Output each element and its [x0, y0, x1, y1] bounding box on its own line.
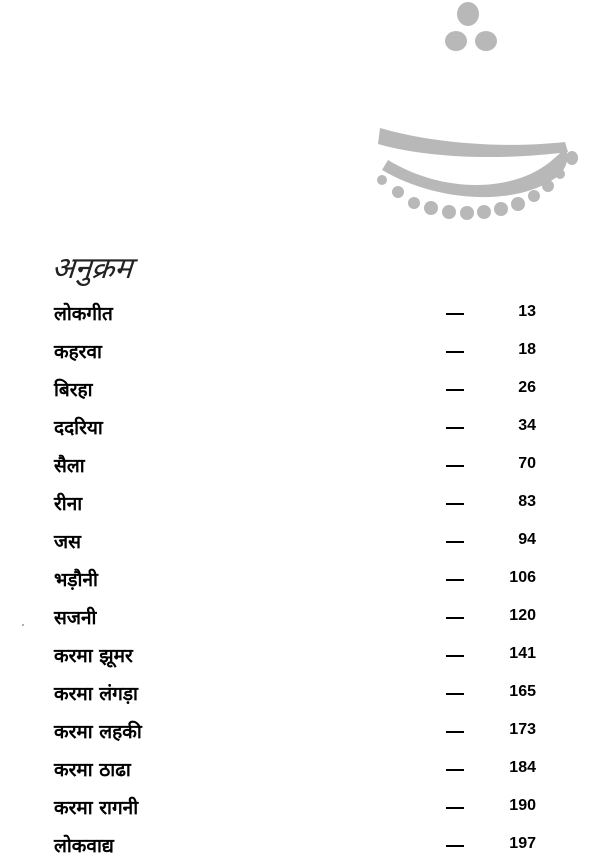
table-of-contents: [54, 297, 554, 867]
toc-entry: [54, 677, 554, 715]
page-title: अनुक्रम: [50, 251, 134, 286]
toc-entry-dash: [446, 351, 464, 353]
ornament-bead: [511, 197, 525, 211]
toc-entry-page-number: 141: [509, 645, 536, 662]
toc-entry-dash: [446, 693, 464, 695]
toc-entry-page-number: 34: [518, 417, 536, 434]
toc-entry-page-number: 83: [518, 493, 536, 510]
toc-entry-page-number: 106: [509, 569, 536, 586]
ornament-dot-right: [475, 31, 497, 51]
toc-entry: [54, 373, 554, 411]
toc-entry-dash: [446, 503, 464, 505]
toc-entry-title: लोकवाद्य: [54, 835, 114, 857]
decorative-ornament: [360, 0, 590, 230]
toc-entry-title: करमा रागनी: [54, 797, 139, 819]
toc-entry-dash: [446, 427, 464, 429]
toc-entry: [54, 449, 554, 487]
toc-entry-title: करमा लंगड़ा: [54, 683, 138, 705]
toc-entry-title: भड़ौनी: [54, 569, 98, 591]
toc-entry: [54, 297, 554, 335]
scan-speck: [22, 624, 24, 626]
toc-entry-title: जस: [54, 531, 81, 553]
toc-entry-title: करमा लहकी: [54, 721, 142, 743]
toc-entry-page-number: 26: [518, 379, 536, 396]
toc-entry-dash: [446, 579, 464, 581]
toc-entry-page-number: 197: [509, 835, 536, 852]
ornament-bead: [477, 205, 491, 219]
toc-entry-title: बिरहा: [54, 379, 93, 401]
toc-entry-title: लोकगीत: [54, 303, 113, 325]
toc-entry-dash: [446, 731, 464, 733]
toc-entry-dash: [446, 769, 464, 771]
ornament-arc-upper: [378, 128, 568, 157]
toc-entry-dash: [446, 465, 464, 467]
toc-entry: [54, 601, 554, 639]
toc-entry: [54, 563, 554, 601]
toc-entry-title: सैला: [54, 455, 85, 477]
toc-entry-title: ददरिया: [54, 417, 103, 439]
toc-entry-title: रीना: [54, 493, 83, 515]
toc-entry-title: सजनी: [54, 607, 97, 629]
ornament-bead: [460, 206, 474, 220]
toc-entry: [54, 335, 554, 373]
toc-entry-page-number: 173: [509, 721, 536, 738]
ornament-bead: [408, 197, 420, 209]
toc-entry-dash: [446, 845, 464, 847]
ornament-bead: [494, 202, 508, 216]
toc-entry-dash: [446, 617, 464, 619]
toc-entry-dash: [446, 807, 464, 809]
toc-entry: [54, 487, 554, 525]
toc-entry: [54, 639, 554, 677]
toc-entry-page-number: 190: [509, 797, 536, 814]
ornament-bead: [377, 175, 387, 185]
toc-entry-dash: [446, 655, 464, 657]
toc-entry-page-number: 184: [509, 759, 536, 776]
ornament-bead: [392, 186, 404, 198]
toc-entry-page-number: 94: [518, 531, 536, 548]
toc-entry-page-number: 18: [518, 341, 536, 358]
toc-entry-page-number: 70: [518, 455, 536, 472]
ornament-arc-tip: [566, 151, 578, 165]
toc-entry-page-number: 120: [509, 607, 536, 624]
toc-entry-title: करमा झूमर: [54, 645, 133, 667]
toc-entry-page-number: 165: [509, 683, 536, 700]
toc-entry-title: कहरवा: [54, 341, 102, 363]
toc-entry-dash: [446, 541, 464, 543]
ornament-dot-left: [445, 31, 467, 51]
ornament-bead: [424, 201, 438, 215]
ornament-bead: [555, 169, 565, 179]
toc-entry: [54, 753, 554, 791]
toc-entry-dash: [446, 389, 464, 391]
toc-entry: [54, 525, 554, 563]
ornament-dot-top: [457, 2, 479, 26]
toc-entry: [54, 791, 554, 829]
toc-entry: [54, 829, 554, 867]
ornament-bead: [542, 180, 554, 192]
ornament-bead: [442, 205, 456, 219]
toc-entry: [54, 411, 554, 449]
toc-entry-dash: [446, 313, 464, 315]
ornament-bead: [528, 190, 540, 202]
toc-entry-page-number: 13: [518, 303, 536, 320]
toc-entry: [54, 715, 554, 753]
toc-entry-title: करमा ठाढा: [54, 759, 131, 781]
